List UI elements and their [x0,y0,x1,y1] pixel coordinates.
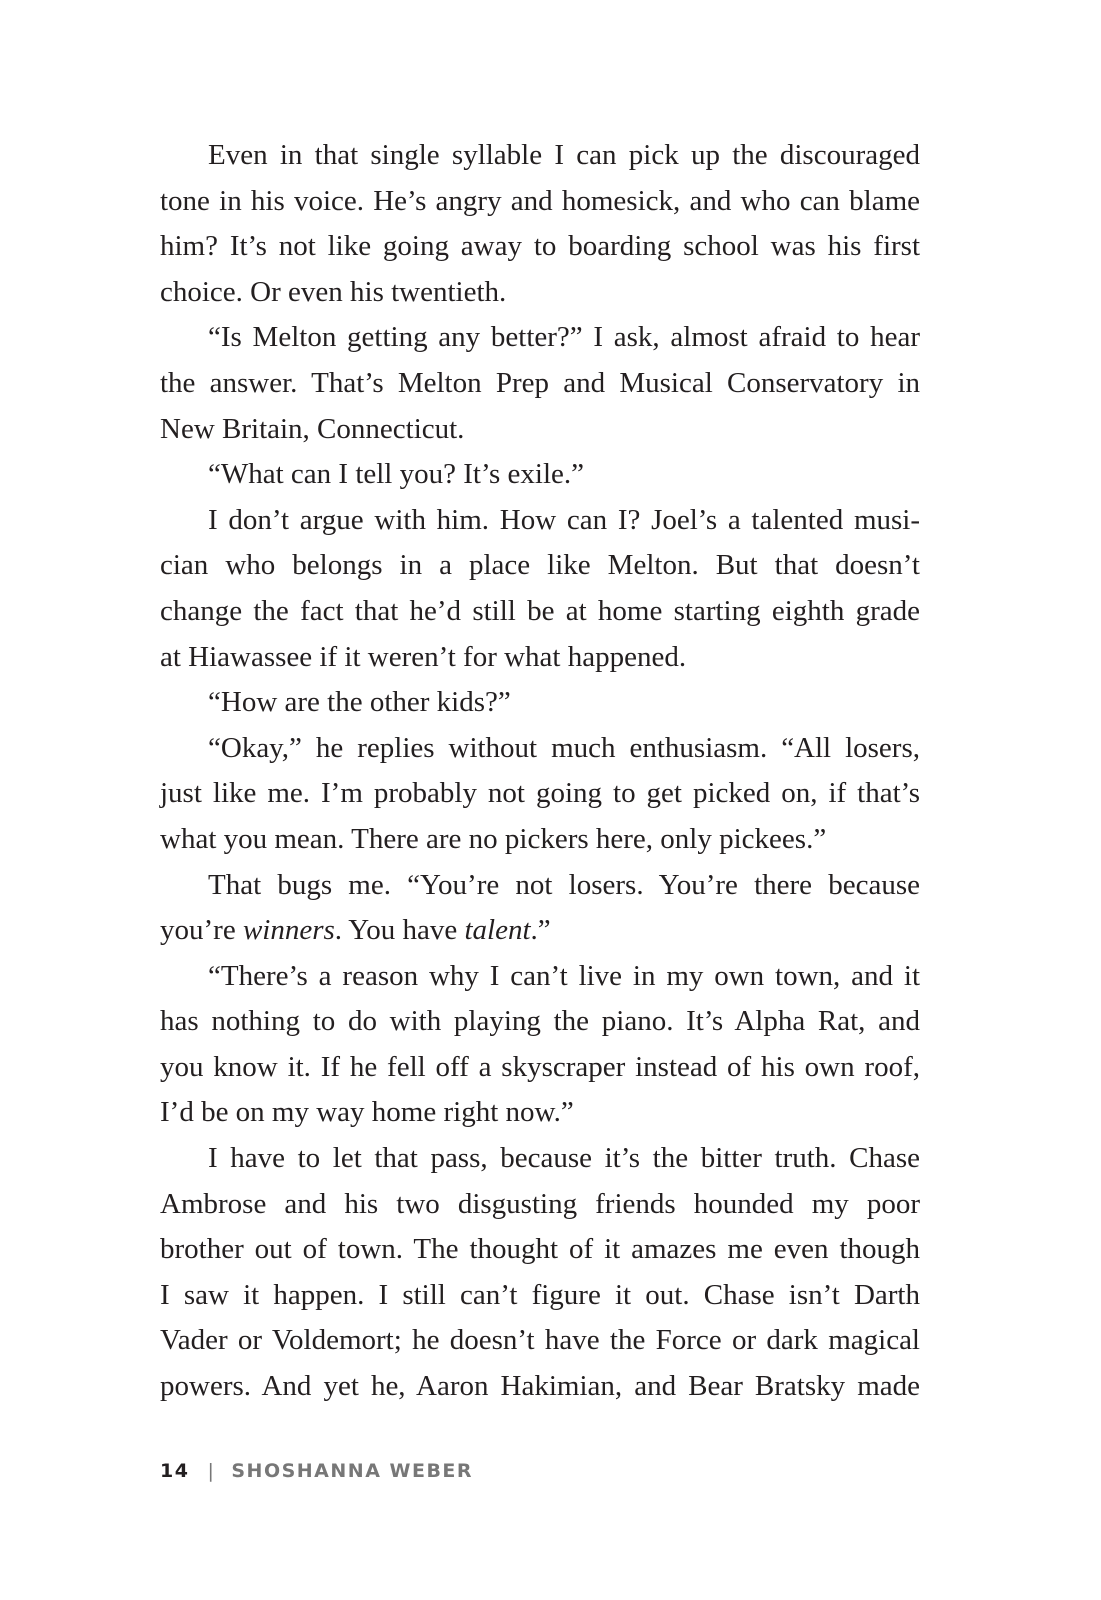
text-line: “Okay,” he replies without much enthusiasm. “All losers, [208,731,920,764]
text-line: New Britain, Connecticut. [160,412,465,445]
text-line: “There’s a reason why I can’t live in my own town, and it [208,959,920,992]
text-line: him? It’s not like going away to boarding school was his first [160,230,920,263]
text-line: choice. Or even his twentieth. [160,275,507,308]
author-name: SHOSHANNA WEBER [231,1460,474,1482]
text-line: you know it. If he fell off a skyscraper instead of his own roof, [160,1050,920,1083]
text-segment: you’re [160,914,243,947]
text-line: “How are the other kids?” [208,686,511,719]
text-line: just like me. I’m probably not going to get picked on, if that’s [160,777,920,810]
text-line: “What can I tell you? It’s exile.” [208,458,585,491]
text-segment: . You have [334,914,465,947]
text-line: what you mean. There are no pickers here, only pickees.” [160,822,827,855]
text-line: tone in his voice. He’s angry and homesick, and who can blame [160,184,920,217]
text-line-with-italics [160,908,920,954]
text-line: cian who belongs in a place like Melton. But that doesn’t [160,549,920,582]
text-line: Vader or Voldemort; he doesn’t have the Force or dark magical [160,1324,920,1357]
text-line: the answer. That’s Melton Prep and Musical Conservatory in [160,366,920,399]
text-line: Ambrose and his two disgusting friends hounded my poor [160,1187,920,1220]
text-line: That bugs me. “You’re not losers. You’re there because [208,868,920,901]
text-segment: .” [530,914,551,947]
text-line: powers. And yet he, Aaron Hakimian, and Bear Bratsky made [160,1370,920,1403]
page-footer [160,1460,473,1482]
text-line: I saw it happen. I still can’t figure it out. Chase isn’t Darth [160,1278,920,1311]
text-line: I have to let that pass, because it’s the bitter truth. Chase [208,1142,920,1175]
page-number: 14 [160,1460,190,1482]
body-text [160,133,920,1410]
text-line: has nothing to do with playing the piano. It’s Alpha Rat, and [160,1005,920,1038]
text-line: I’d be on my way home right now.” [160,1096,574,1129]
text-line: at Hiawassee if it weren’t for what happened. [160,640,687,673]
text-line: brother out of town. The thought of it amazes me even though [160,1233,920,1266]
text-line: I don’t argue with him. How can I? Joel’s a talented musi- [208,503,920,536]
italic-word: winners [242,914,335,947]
text-line: “Is Melton getting any better?” I ask, almost afraid to hear [208,321,920,354]
text-line: change the fact that he’d still be at home starting eighth grade [160,594,920,627]
text-line: Even in that single syllable I can pick up the discouraged [208,139,920,171]
italic-word: talent [464,914,531,947]
footer-separator: | [207,1460,216,1482]
